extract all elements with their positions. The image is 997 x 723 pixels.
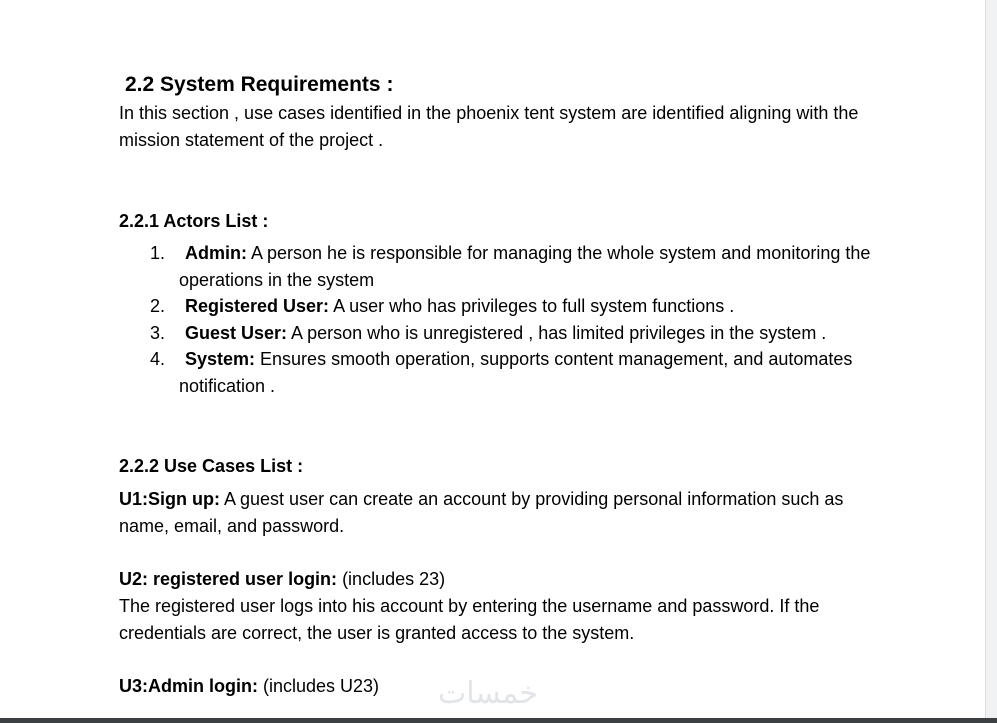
- use-case-label: U3:Admin login:: [119, 676, 258, 696]
- actors-list: [119, 240, 879, 399]
- section-title: 2.2 System Requirements :: [125, 73, 394, 96]
- actor-term: System:: [185, 349, 256, 369]
- list-number: 1.: [150, 243, 166, 263]
- use-case-u1: [119, 486, 879, 540]
- list-number: 3.: [150, 322, 166, 343]
- spacer: [119, 154, 879, 208]
- list-item: [119, 240, 879, 293]
- actor-term: Guest User:: [185, 322, 288, 343]
- list-item: [119, 346, 879, 399]
- use-case-u2-title: [119, 566, 879, 593]
- use-case-label: U2: registered user login:: [119, 569, 338, 589]
- actor-description: A user who has privileges to full system functions .: [329, 296, 735, 316]
- use-case-note: (includes U23): [257, 676, 380, 696]
- actor-description: A person who is unregistered , has limited privileges in the system .: [287, 322, 827, 343]
- watermark-logo: خمسات: [438, 676, 539, 711]
- document-content: [119, 70, 879, 700]
- use-case-label: U1:Sign up:: [119, 489, 220, 509]
- actor-term: Admin:: [185, 243, 247, 263]
- spacer: [119, 399, 879, 453]
- list-item: [119, 293, 879, 320]
- use-cases-heading: 2.2.2 Use Cases List :: [119, 456, 304, 476]
- bottom-bar: [0, 718, 997, 723]
- use-case-note: (includes 23): [337, 569, 446, 589]
- actor-description: Ensures smooth operation, supports content management, and automates notification .: [179, 349, 853, 396]
- section-intro: In this section , use cases identified in the phoenix tent system are identified aligning with the mission statement of the project .: [119, 103, 859, 150]
- list-number: 4.: [150, 349, 166, 369]
- use-case-u2-text: The registered user logs into his account by entering the username and password. If the credentials are correct, the user is granted access to the system.: [119, 596, 820, 643]
- list-item: [119, 320, 879, 347]
- spacer: [119, 540, 879, 566]
- spacer: [119, 647, 879, 673]
- actor-term: Registered User:: [185, 296, 330, 316]
- actors-heading: 2.2.1 Actors List :: [119, 211, 269, 231]
- actor-description: A person he is responsible for managing the whole system and monitoring the operations in the system: [179, 243, 871, 290]
- list-number: 2.: [150, 296, 166, 316]
- page-edge-scroll-track: [985, 0, 997, 723]
- use-case-text: A guest user can create an account by providing personal information such as name, email, and password.: [119, 489, 844, 536]
